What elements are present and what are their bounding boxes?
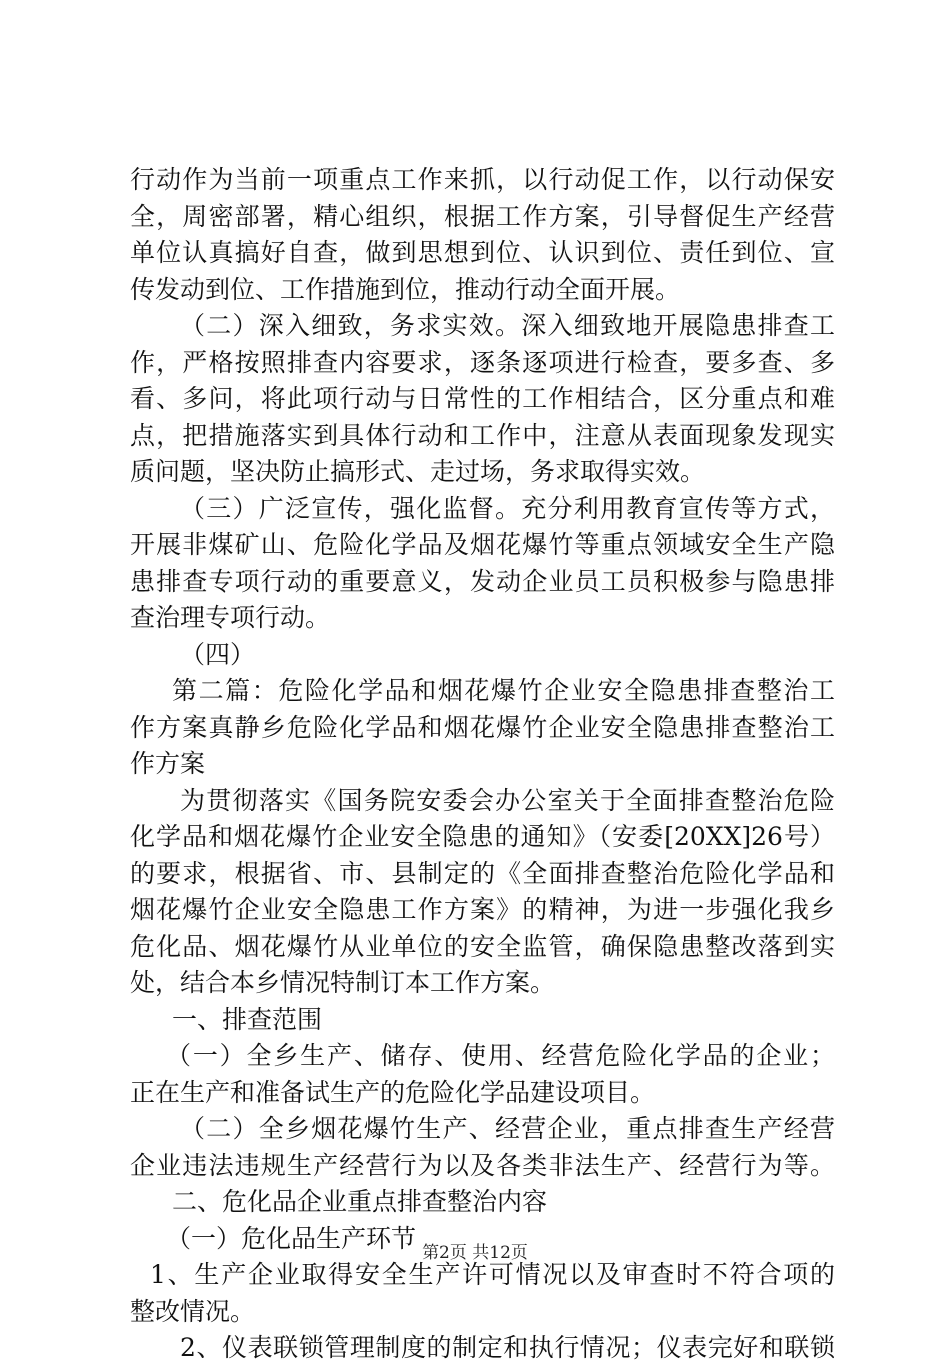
body-line: 整改情况。 (130, 1296, 256, 1326)
body-line: 患排查专项行动的重要意义，发动企业员工员积极参与隐患排 (130, 566, 835, 596)
body-line: 2、仪表联锁管理制度的制定和执行情况；仪表完好和联锁 (180, 1333, 835, 1362)
body-line: 企业违法违规生产经营行为以及各类非法生产、经营行为等。 (130, 1150, 835, 1180)
body-line: 单位认真搞好自查，做到思想到位、认识到位、责任到位、宣 (130, 238, 835, 267)
body-line: 为贯彻落实《国务院安委会办公室关于全面排查整治危险 (180, 785, 835, 815)
body-line: 开展非煤矿山、危险化学品及烟花爆竹等重点领域安全生产隐 (130, 530, 835, 559)
subsection-heading: （一）危化品生产环节 (166, 1223, 417, 1253)
section-heading: 二、危化品企业重点排查整治内容 (172, 1187, 548, 1216)
paragraph-heading-2: （二）深入细致，务求实效。深入细致地开展隐患排查工 (180, 311, 835, 340)
body-line: 作，严格按照排查内容要求，逐条逐项进行检查，要多查、多 (130, 347, 835, 377)
body-line: 危化品、烟花爆竹从业单位的安全监管，确保隐患整改落到实 (130, 931, 835, 961)
body-line: 查治理专项行动。 (130, 603, 331, 632)
body-line: 全，周密部署，精心组织，根据工作方案，引导督促生产经营 (130, 201, 835, 231)
chapter-title-line: 作方案真静乡危险化学品和烟花爆竹企业安全隐患排查整治工 (130, 712, 835, 742)
body-line: 点，把措施落实到具体行动和工作中，注意从表面现象发现实 (130, 420, 835, 450)
body-line: 行动作为当前一项重点工作来抓，以行动促工作，以行动保安 (130, 165, 835, 194)
chapter-title-line: 作方案 (130, 749, 206, 778)
body-line: 化学品和烟花爆竹企业安全隐患的通知》（安委[20XX]26号） (130, 822, 835, 851)
body-line: 烟花爆竹企业安全隐患工作方案》的精神，为进一步强化我乡 (130, 895, 835, 924)
section-heading: 一、排查范围 (172, 1004, 323, 1034)
chapter-title: 第二篇：危险化学品和烟花爆竹企业安全隐患排查整治工 (172, 676, 835, 705)
body-line: （一）全乡生产、储存、使用、经营危险化学品的企业； (166, 1041, 835, 1070)
paragraph-heading-3: （三）广泛宣传，强化监督。充分利用教育宣传等方式， (180, 493, 835, 523)
body-line: 质问题，坚决防止搞形式、走过场，务求取得实效。 (130, 457, 706, 486)
body-line: （二）全乡烟花爆竹生产、经营企业，重点排查生产经营 (180, 1114, 835, 1143)
document-body (130, 162, 835, 1367)
body-line: 处，结合本乡情况特制订本工作方案。 (130, 968, 556, 997)
body-line: 传发动到位、工作措施到位，推动行动全面开展。 (130, 274, 681, 304)
body-line: 1、生产企业取得安全生产许可情况以及审查时不符合项的 (150, 1260, 835, 1289)
body-line: 看、多问，将此项行动与日常性的工作相结合，区分重点和难 (130, 384, 835, 413)
body-line: 的要求，根据省、市、县制定的《全面排查整治危险化学品和 (130, 858, 835, 888)
paragraph-heading-4: （四） (180, 639, 256, 669)
body-line: 正在生产和准备试生产的危险化学品建设项目。 (130, 1077, 656, 1107)
page-number-footer: 第2页 共12页 (422, 1243, 528, 1263)
